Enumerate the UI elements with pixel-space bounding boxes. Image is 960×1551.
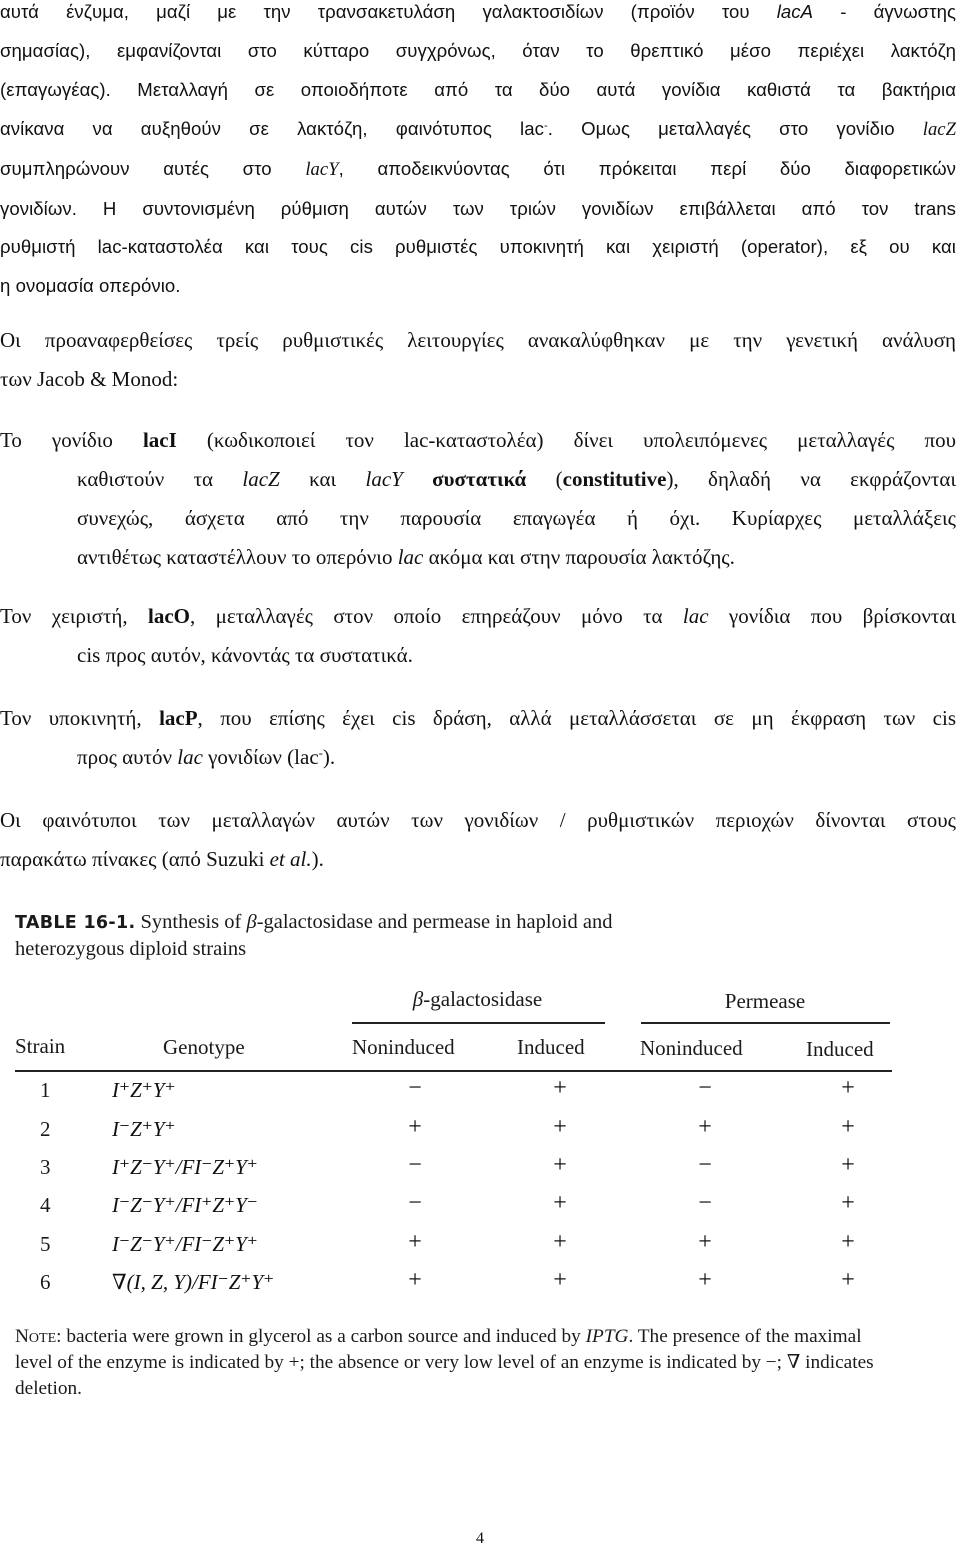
row-genotype: I⁺Z⁻Y⁺/FI⁻Z⁺Y⁺ — [112, 1155, 258, 1179]
row-strain-number: 2 — [40, 1117, 51, 1141]
row-strain-number: 1 — [40, 1078, 51, 1102]
row-phenotype-cell: + — [553, 1190, 567, 1216]
row-phenotype-cell: + — [408, 1114, 422, 1140]
group-rule-galactosidase — [352, 1022, 605, 1024]
column-header-genotype: Genotype — [163, 1035, 245, 1059]
row-phenotype-cell: + — [553, 1267, 567, 1293]
paragraph-jacob-monod: Οι προαναφερθείσες τρείς ρυθμιστικές λειτουργίες ανακαλύφθηκαν με την γενετική ανάλυση των Jacob & Monod: — [0, 328, 956, 391]
header-rule — [15, 1070, 892, 1072]
group-header-galactosidase: β-galactosidase — [412, 987, 543, 1011]
row-genotype: I⁻Z⁻Y⁺/FI⁺Z⁺Y⁻ — [112, 1193, 258, 1217]
column-header-induced: Induced — [517, 1035, 585, 1059]
row-phenotype-cell: + — [698, 1229, 712, 1255]
row-strain-number: 3 — [40, 1155, 51, 1179]
row-genotype: I⁺Z⁺Y⁺ — [112, 1078, 176, 1102]
row-phenotype-cell: − — [698, 1152, 712, 1178]
column-header-induced: Induced — [806, 1037, 874, 1061]
row-phenotype-cell: + — [408, 1267, 422, 1293]
paragraph-phenotypes: Οι φαινότυποι των μεταλλαγών αυτών των γονιδίων / ρυθμιστικών περιοχών δίνονται στους παρακάτω πίνακες (από Suzuki et al.). — [0, 808, 956, 871]
row-phenotype-cell: − — [408, 1190, 422, 1216]
row-phenotype-cell: + — [841, 1267, 855, 1293]
paragraph-lac-operon: αυτά ένζυμα, μαζί με την τρανσακετυλάση γαλακτοσιδίων (προϊόν του lacA - άγνωστης σημασίας), εμφανίζονται στο κύτταρο συγχρόνως, όταν το θρεπτικό μέσο περιέχει λακτόζη (επαγωγέας). Μεταλλαγή σε οποιοδήποτε από τα δύο αυτά γονίδια καθιστά τα βακτήρια ανίκανα να αυξηθούν σε λακτόζη, φαινότυπος lac-. Ομως μεταλλαγές στο γονίδιο lacZ συμπληρώνουν αυτές στο lacY, αποδεικνύοντας ότι πρόκειται περί δύο διαφορετικών γονιδίων. Η συντονισμένη ρύθμιση αυτών των τριών γονιδίων επιβάλλεται από τον trans ρυθμιστή lac-καταστολέα και τους cis ρυθμιστές υποκινητή και χειριστή (operator), εξ ου και η ονομασία οπερόνιο. — [0, 1, 956, 297]
row-phenotype-cell: − — [698, 1075, 712, 1101]
row-phenotype-cell: + — [408, 1229, 422, 1255]
row-phenotype-cell: + — [698, 1267, 712, 1293]
page-number: 4 — [476, 1530, 484, 1547]
row-phenotype-cell: + — [553, 1152, 567, 1178]
row-phenotype-cell: + — [698, 1114, 712, 1140]
row-phenotype-cell: + — [841, 1229, 855, 1255]
row-phenotype-cell: − — [408, 1075, 422, 1101]
row-phenotype-cell: + — [841, 1152, 855, 1178]
row-phenotype-cell: + — [553, 1229, 567, 1255]
row-phenotype-cell: + — [841, 1114, 855, 1140]
column-header-strain: Strain — [15, 1034, 66, 1058]
column-header-noninduced: Noninduced — [352, 1035, 455, 1059]
row-phenotype-cell: + — [553, 1114, 567, 1140]
column-header-noninduced: Noninduced — [640, 1036, 743, 1060]
row-genotype: ∇(I, Z, Y)/FI⁻Z⁺Y⁺ — [112, 1270, 275, 1294]
row-genotype: I⁻Z⁺Y⁺ — [112, 1117, 176, 1141]
row-phenotype-cell: + — [841, 1190, 855, 1216]
row-strain-number: 5 — [40, 1232, 51, 1256]
row-phenotype-cell: + — [841, 1075, 855, 1101]
row-strain-number: 4 — [40, 1193, 51, 1217]
row-genotype: I⁻Z⁻Y⁺/FI⁻Z⁺Y⁺ — [112, 1232, 258, 1256]
table-caption: TABLE 16-1. Synthesis of β-galactosidase and permease in haploid and heterozygous diploid strains — [15, 911, 613, 960]
row-phenotype-cell: − — [408, 1152, 422, 1178]
group-header-permease: Permease — [724, 989, 806, 1013]
paragraph-lacp: Τον υποκινητή, lacP, που επίσης έχει cis δράση, αλλά μεταλλάσσεται σε μη έκφραση των cis προς αυτόν lac γονιδίων (lac-). — [0, 706, 956, 769]
paragraph-laco: Τον χειριστή, lacO, μεταλλαγές στον οποίο επηρεάζουν μόνο τα lac γονίδια που βρίσκονται cis προς αυτόν, κάνοντάς τα συστατικά. — [0, 604, 956, 667]
table-note: Note: bacteria were grown in glycerol as a carbon source and induced by IPTG. The presence of the maximal level of the enzyme is indicated by +; the absence or very low level of an enzyme is indicated by −; ∇ indicates deletion. — [15, 1326, 874, 1399]
paragraph-laci: Το γονίδιο lacI (κωδικοποιεί τον lac-καταστολέα) δίνει υπολειπόμενες μεταλλαγές που καθιστούν τα lacZ και lacY συστατικά (constitutive), δηλαδή να εκφράζονται συνεχώς, άσχετα από την παρουσία επαγωγέα ή όχι. Κυρίαρχες μεταλλάξεις αντιθέτως καταστέλλουν το οπερόνιο lac ακόμα και στην παρουσία λακτόζης. — [0, 428, 956, 569]
group-rule-permease — [641, 1022, 890, 1024]
row-phenotype-cell: − — [698, 1190, 712, 1216]
row-strain-number: 6 — [40, 1270, 51, 1294]
row-phenotype-cell: + — [553, 1075, 567, 1101]
